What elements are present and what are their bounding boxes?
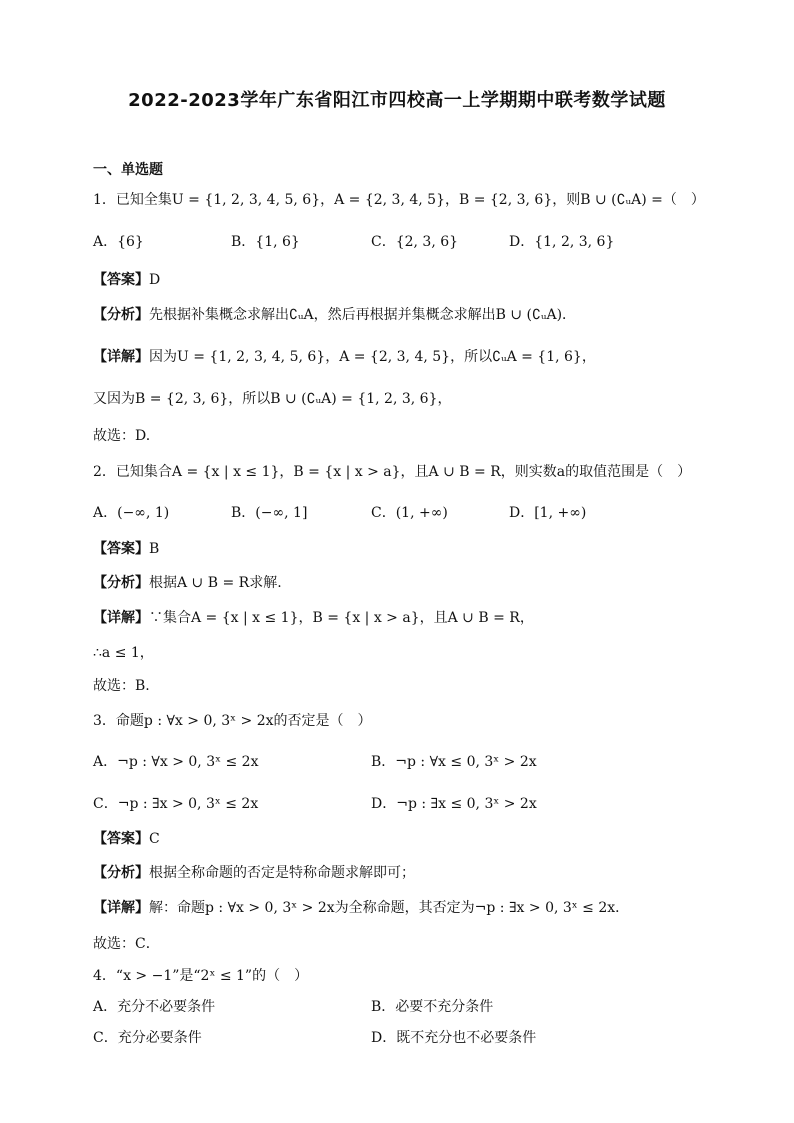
q4-option-d: D．既不充分也不必要条件: [371, 1030, 537, 1046]
q1-answer-value: D: [149, 272, 161, 288]
q1-option-a: A．{6}: [93, 234, 144, 250]
q1-option-d: D．{1, 2, 3, 6}: [509, 234, 615, 250]
q4-option-a: A．充分不必要条件: [93, 999, 216, 1015]
q3-option-b: B．¬p : ∀x ≤ 0, 3ˣ > 2x: [371, 754, 537, 770]
q2-analysis: [93, 573, 282, 593]
q2-answer-value: B: [149, 541, 160, 557]
q1-choose: 故选：D.: [93, 428, 151, 444]
analysis-label: 【分析】: [93, 865, 149, 881]
section-heading: 一、单选题: [93, 162, 163, 178]
q1-detail-line-2: 又因为B = {2, 3, 6}，所以B ∪ (∁ᵤA) = {1, 2, 3, 6}，: [93, 391, 452, 407]
q3-detail: [93, 898, 629, 918]
q4-option-c: C．充分必要条件: [93, 1030, 202, 1046]
analysis-label: 【分析】: [93, 575, 149, 591]
q3-choose: 故选：C．: [93, 936, 160, 952]
q2-option-a: A．(−∞, 1): [93, 505, 170, 521]
q2-detail-line-2: ∴a ≤ 1，: [93, 645, 154, 661]
q1-option-c: C．{2, 3, 6}: [371, 234, 459, 250]
q2-option-c: C．(1, +∞): [371, 505, 448, 521]
detail-label: 【详解】: [93, 349, 149, 365]
q1-detail: [93, 347, 596, 367]
q1-option-b: B．{1, 6}: [231, 234, 300, 250]
q3-detail-line-1: 解：命题p : ∀x > 0, 3ˣ > 2x为全称命题，其否定为¬p : ∃x > 0, 3ˣ ≤ 2x．: [149, 900, 630, 916]
q2-detail-line-1: ∵集合A = {x | x ≤ 1}，B = {x | x > a}，且A ∪ B = R，: [149, 610, 534, 626]
q3-option-a: A．¬p : ∀x > 0, 3ˣ ≤ 2x: [93, 754, 259, 770]
q2-option-d: D．[1, +∞): [509, 505, 587, 521]
q3-answer: [93, 829, 160, 849]
q1-analysis-text: 先根据补集概念求解出∁ᵤA，然后再根据并集概念求解出B ∪ (∁ᵤA)．: [149, 307, 577, 323]
q3-analysis-text: 根据全称命题的否定是特称命题求解即可；: [149, 865, 415, 881]
question-2-stem: 2．已知集合A = {x | x ≤ 1}，B = {x | x > a}，且A ∪ B = R，则实数a的取值范围是（ ）: [93, 464, 692, 480]
q1-answer: [93, 270, 160, 290]
analysis-label: 【分析】: [93, 307, 149, 323]
q2-option-b: B．(−∞, 1]: [231, 505, 308, 521]
detail-label: 【详解】: [93, 900, 149, 916]
answer-label: 【答案】: [93, 541, 149, 557]
question-1-stem: 1．已知全集U = {1, 2, 3, 4, 5, 6}，A = {2, 3, 4, 5}，B = {2, 3, 6}，则B ∪ (∁ᵤA) =（ ）: [93, 192, 705, 208]
detail-label: 【详解】: [93, 610, 149, 626]
question-3-stem: 3．命题p : ∀x > 0, 3ˣ > 2x的否定是（ ）: [93, 713, 372, 729]
q1-detail-line-1: 因为U = {1, 2, 3, 4, 5, 6}，A = {2, 3, 4, 5}，所以∁ᵤA = {1, 6}，: [149, 349, 596, 365]
q2-analysis-text: 根据A ∪ B = R求解.: [149, 575, 282, 591]
q2-detail: [93, 608, 534, 628]
question-4-stem: 4．“x > −1”是“2ˣ ≤ 1”的（ ）: [93, 968, 309, 984]
page-title: 2022-2023学年广东省阳江市四校高一上学期期中联考数学试题: [128, 90, 666, 111]
q4-option-b: B．必要不充分条件: [371, 999, 494, 1015]
answer-label: 【答案】: [93, 831, 149, 847]
q3-option-c: C．¬p : ∃x > 0, 3ˣ ≤ 2x: [93, 796, 259, 812]
q2-answer: [93, 539, 159, 559]
q3-analysis: [93, 863, 415, 883]
q2-choose: 故选：B.: [93, 678, 150, 694]
answer-label: 【答案】: [93, 272, 149, 288]
q3-answer-value: C: [149, 831, 160, 847]
q1-analysis: [93, 305, 576, 325]
q3-option-d: D．¬p : ∃x ≤ 0, 3ˣ > 2x: [371, 796, 537, 812]
